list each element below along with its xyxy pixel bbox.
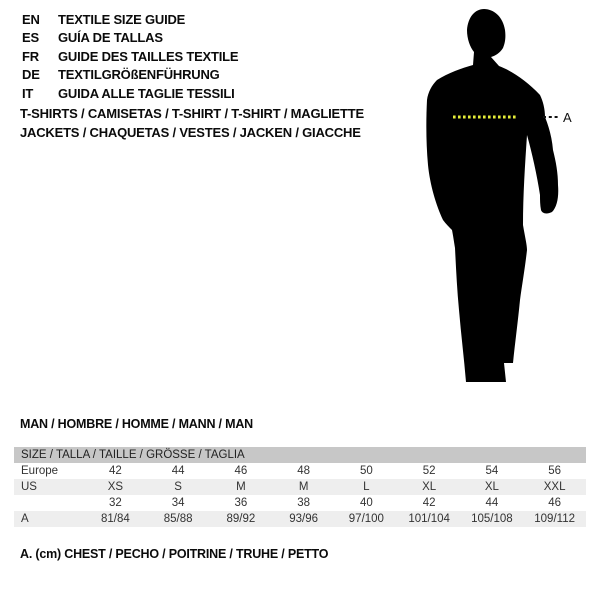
man-silhouette bbox=[415, 5, 590, 395]
category-line-jackets: JACKETS / CHAQUETAS / VESTES / JACKEN / GIACCHE bbox=[20, 125, 361, 140]
size-cell: 54 bbox=[485, 465, 499, 477]
size-cell: XL bbox=[484, 481, 499, 493]
language-code: IT bbox=[22, 85, 34, 101]
size-row-europe bbox=[14, 463, 586, 479]
language-label: TEXTILE SIZE GUIDE bbox=[58, 11, 186, 27]
language-code: ES bbox=[22, 30, 39, 46]
size-cell: XXL bbox=[543, 481, 566, 493]
size-cell: 89/92 bbox=[226, 513, 256, 525]
size-row-a-chest bbox=[14, 511, 586, 527]
language-code: EN bbox=[22, 11, 40, 27]
size-cell: XS bbox=[107, 481, 124, 493]
language-list bbox=[22, 10, 238, 103]
size-cell: M bbox=[298, 481, 309, 493]
size-cell: S bbox=[174, 481, 182, 493]
language-label: GUÍA DE TALLAS bbox=[58, 30, 163, 46]
size-cell: 38 bbox=[297, 497, 311, 509]
size-cell: 56 bbox=[548, 465, 562, 477]
footnote-chest: A. (cm) CHEST / PECHO / POITRINE / TRUHE / PETTO bbox=[20, 547, 329, 561]
size-cell: 52 bbox=[422, 465, 436, 477]
size-cell: 42 bbox=[422, 497, 436, 509]
size-cell: 48 bbox=[297, 465, 311, 477]
size-cell: 50 bbox=[359, 465, 373, 477]
category-list bbox=[20, 104, 364, 142]
row-label: A bbox=[21, 513, 29, 525]
language-row-de bbox=[22, 66, 238, 85]
size-row-us bbox=[14, 479, 586, 495]
language-row-en bbox=[22, 10, 238, 29]
size-cell: 85/88 bbox=[163, 513, 193, 525]
language-code: FR bbox=[22, 48, 39, 64]
size-cell: 97/100 bbox=[348, 513, 384, 525]
size-cell: 81/84 bbox=[100, 513, 130, 525]
size-cell: 105/108 bbox=[471, 513, 513, 525]
size-cell: 40 bbox=[359, 497, 373, 509]
measure-label-a: A bbox=[563, 110, 572, 125]
size-table-header-row bbox=[14, 447, 586, 463]
language-row-fr bbox=[22, 47, 238, 66]
size-cell: 46 bbox=[234, 465, 248, 477]
size-cell: 34 bbox=[171, 497, 185, 509]
row-label: US bbox=[21, 481, 37, 493]
language-row-it bbox=[22, 84, 238, 103]
size-cell: L bbox=[363, 481, 370, 493]
size-cell: 93/96 bbox=[289, 513, 319, 525]
size-table bbox=[14, 447, 586, 527]
size-cell: 36 bbox=[234, 497, 248, 509]
man-silhouette-svg bbox=[415, 5, 590, 395]
row-label: Europe bbox=[21, 465, 59, 477]
size-cell: 42 bbox=[108, 465, 122, 477]
size-table-header: SIZE / TALLA / TAILLE / GRÖSSE / TAGLIA bbox=[14, 447, 586, 463]
size-row-unlabeled bbox=[14, 495, 586, 511]
size-cell: 109/112 bbox=[534, 513, 575, 525]
language-label: GUIDA ALLE TAGLIE TESSILI bbox=[58, 85, 235, 101]
category-line-tshirts: T-SHIRTS / CAMISETAS / T-SHIRT / T-SHIRT / MAGLIETTE bbox=[20, 106, 364, 121]
size-cell: XL bbox=[422, 481, 437, 493]
size-cell: M bbox=[236, 481, 246, 493]
language-label: TEXTILGRÖßENFÜHRUNG bbox=[58, 67, 220, 83]
language-label: GUIDE DES TAILLES TEXTILE bbox=[58, 48, 239, 64]
language-code: DE bbox=[22, 67, 40, 83]
man-silhouette-shape bbox=[426, 9, 558, 382]
language-row-es bbox=[22, 29, 238, 48]
size-cell: 44 bbox=[485, 497, 499, 509]
size-cell: 101/104 bbox=[408, 513, 450, 525]
size-cell: 46 bbox=[548, 497, 562, 509]
size-cell: 44 bbox=[171, 465, 185, 477]
row-label bbox=[14, 495, 84, 511]
size-cell: 32 bbox=[108, 497, 122, 509]
section-title-man: MAN / HOMBRE / HOMME / MANN / MAN bbox=[20, 417, 253, 431]
